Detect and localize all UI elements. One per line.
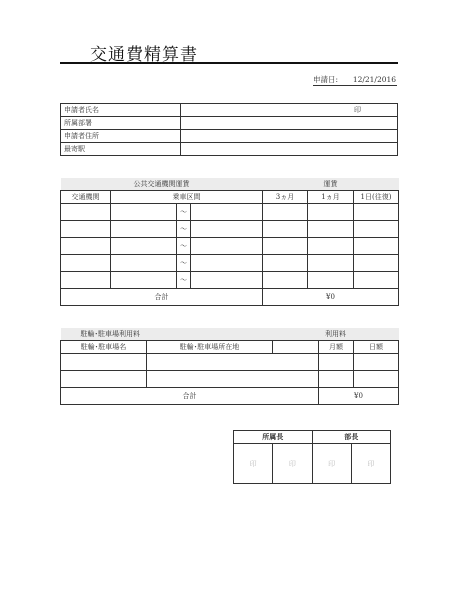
seal-mark: 印 bbox=[354, 106, 361, 114]
from-cell[interactable] bbox=[111, 221, 177, 238]
to-cell[interactable] bbox=[191, 238, 263, 255]
daily-header: 日額 bbox=[354, 341, 399, 354]
agency-cell[interactable] bbox=[61, 255, 111, 272]
seal-mark: 印 bbox=[367, 459, 375, 468]
to-cell[interactable] bbox=[191, 204, 263, 221]
monthly-cell[interactable] bbox=[319, 371, 354, 388]
day-cell[interactable] bbox=[354, 272, 399, 289]
stamp-box[interactable] bbox=[273, 444, 312, 484]
approval-table bbox=[233, 430, 391, 484]
table-row bbox=[61, 204, 399, 221]
monthly-cell[interactable] bbox=[319, 354, 354, 371]
one-month-cell[interactable] bbox=[308, 204, 354, 221]
parking-total-value: ¥0 bbox=[319, 388, 399, 405]
parking-fee-label: 利用料 bbox=[273, 328, 399, 341]
parking-location-cell[interactable] bbox=[147, 371, 319, 388]
one-month-cell[interactable] bbox=[308, 255, 354, 272]
seal-mark: 印 bbox=[249, 459, 257, 468]
to-cell[interactable] bbox=[191, 255, 263, 272]
parking-section-label: 駐輪･駐車場利用料 bbox=[61, 328, 273, 341]
document-title: 交通費精算書 bbox=[90, 45, 198, 65]
one-month-cell[interactable] bbox=[308, 272, 354, 289]
one-month-header: 1ヵ月 bbox=[308, 191, 354, 204]
three-month-cell[interactable] bbox=[263, 221, 308, 238]
stamp-box[interactable] bbox=[234, 444, 273, 484]
three-month-cell[interactable] bbox=[263, 204, 308, 221]
department-label: 所属部署 bbox=[61, 117, 181, 130]
to-cell[interactable] bbox=[191, 221, 263, 238]
application-date-label: 申請日: bbox=[313, 75, 339, 84]
parking-blank-header bbox=[273, 341, 319, 354]
table-row bbox=[61, 354, 399, 371]
public-transport-total-label: 合計 bbox=[61, 289, 263, 306]
fare-label: 運賃 bbox=[263, 178, 399, 191]
agency-cell[interactable] bbox=[61, 272, 111, 289]
parking-name-cell[interactable] bbox=[61, 354, 147, 371]
daily-cell[interactable] bbox=[354, 354, 399, 371]
applicant-name-label: 申請者氏名 bbox=[61, 104, 181, 117]
one-month-cell[interactable] bbox=[308, 221, 354, 238]
application-date bbox=[313, 74, 396, 85]
agency-cell[interactable] bbox=[61, 204, 111, 221]
seal-mark: 印 bbox=[328, 459, 336, 468]
table-row bbox=[61, 238, 399, 255]
from-cell[interactable] bbox=[111, 238, 177, 255]
from-cell[interactable] bbox=[111, 255, 177, 272]
chief-label: 所属長 bbox=[234, 431, 313, 444]
application-date-value[interactable]: 12/21/2016 bbox=[352, 75, 397, 84]
parking-table bbox=[60, 328, 399, 405]
seal-mark: 印 bbox=[288, 459, 296, 468]
from-cell[interactable] bbox=[111, 272, 177, 289]
one-month-cell[interactable] bbox=[308, 238, 354, 255]
applicant-table bbox=[60, 103, 398, 156]
to-cell[interactable] bbox=[191, 272, 263, 289]
three-month-cell[interactable] bbox=[263, 238, 308, 255]
date-underline bbox=[313, 85, 397, 86]
address-field[interactable] bbox=[181, 130, 398, 143]
stamp-box[interactable] bbox=[312, 444, 351, 484]
parking-location-cell[interactable] bbox=[147, 354, 319, 371]
parking-name-header: 駐輪･駐車場名 bbox=[61, 341, 147, 354]
day-cell[interactable] bbox=[354, 255, 399, 272]
day-cell[interactable] bbox=[354, 204, 399, 221]
tilde-mark: ～ bbox=[177, 221, 191, 238]
agency-header: 交通機関 bbox=[61, 191, 111, 204]
section-header: 乗車区間 bbox=[111, 191, 263, 204]
address-label: 申請者住所 bbox=[61, 130, 181, 143]
parking-name-cell[interactable] bbox=[61, 371, 147, 388]
dept-head-label: 部長 bbox=[312, 431, 391, 444]
agency-cell[interactable] bbox=[61, 238, 111, 255]
daily-cell[interactable] bbox=[354, 371, 399, 388]
agency-cell[interactable] bbox=[61, 221, 111, 238]
tilde-mark: ～ bbox=[177, 204, 191, 221]
public-transport-table bbox=[60, 178, 399, 306]
parking-total-label: 合計 bbox=[61, 388, 319, 405]
title-underline bbox=[60, 62, 398, 64]
table-row bbox=[61, 221, 399, 238]
applicant-row bbox=[61, 104, 398, 117]
day-cell[interactable] bbox=[354, 221, 399, 238]
three-month-cell[interactable] bbox=[263, 255, 308, 272]
applicant-row bbox=[61, 130, 398, 143]
applicant-row bbox=[61, 143, 398, 156]
tilde-mark: ～ bbox=[177, 255, 191, 272]
public-transport-section-label: 公共交通機関運賃 bbox=[61, 178, 263, 191]
nearest-station-label: 最寄駅 bbox=[61, 143, 181, 156]
parking-location-header: 駐輪･駐車場所在地 bbox=[147, 341, 273, 354]
day-cell[interactable] bbox=[354, 238, 399, 255]
from-cell[interactable] bbox=[111, 204, 177, 221]
public-transport-total-value: ¥0 bbox=[263, 289, 399, 306]
day-header: 1日(往復) bbox=[354, 191, 399, 204]
table-row bbox=[61, 255, 399, 272]
tilde-mark: ～ bbox=[177, 272, 191, 289]
three-month-cell[interactable] bbox=[263, 272, 308, 289]
applicant-row bbox=[61, 117, 398, 130]
tilde-mark: ～ bbox=[177, 238, 191, 255]
department-field[interactable] bbox=[181, 117, 398, 130]
table-row bbox=[61, 272, 399, 289]
monthly-header: 月額 bbox=[319, 341, 354, 354]
table-row bbox=[61, 371, 399, 388]
applicant-name-field[interactable] bbox=[181, 104, 398, 117]
three-month-header: 3ヵ月 bbox=[263, 191, 308, 204]
stamp-box[interactable] bbox=[351, 444, 390, 484]
nearest-station-field[interactable] bbox=[181, 143, 398, 156]
